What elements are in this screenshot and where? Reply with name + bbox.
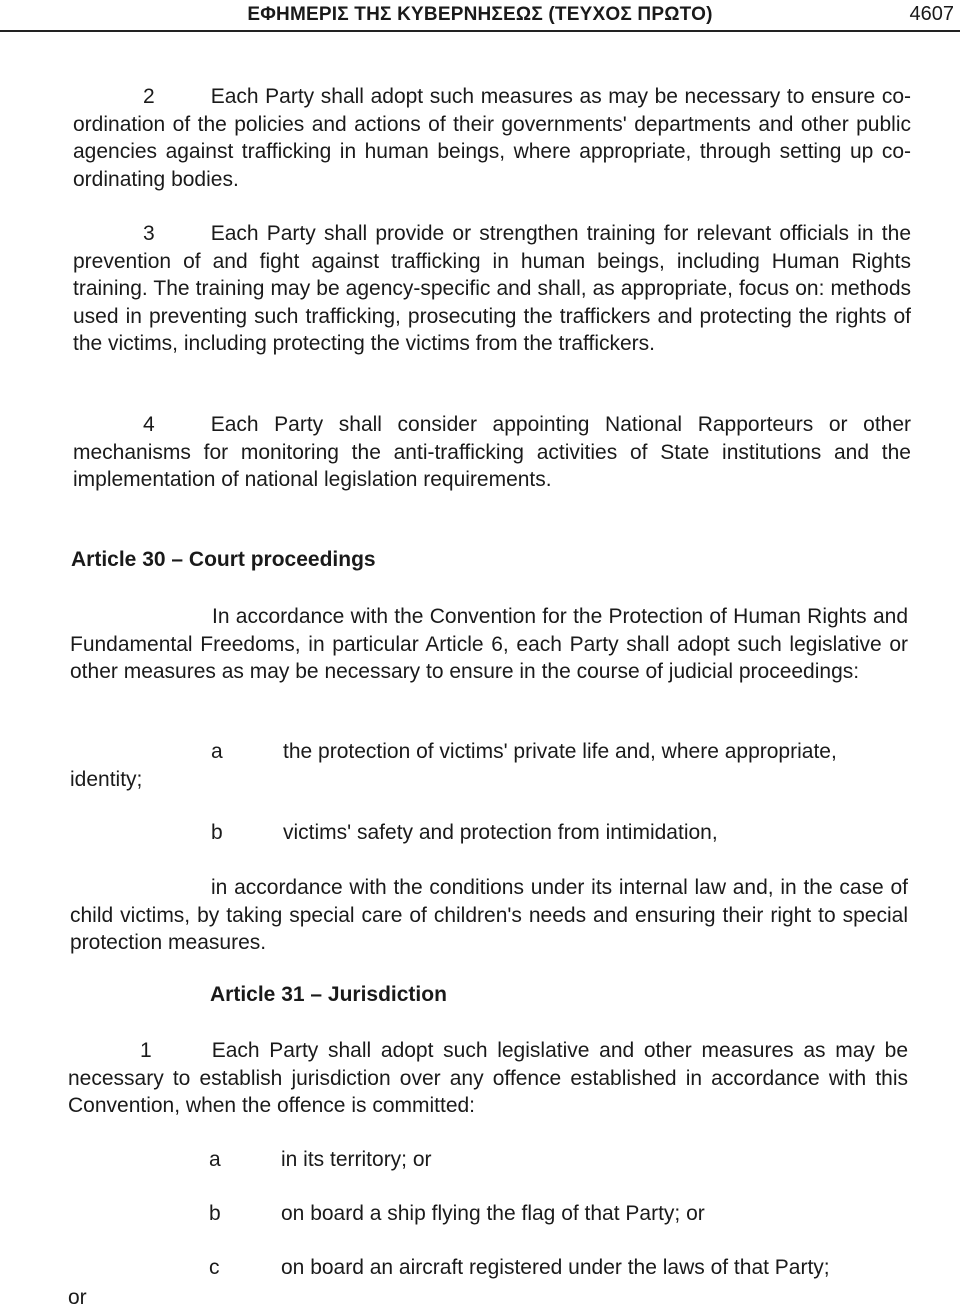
- paragraph-text: Each Party shall provide or strengthen training for relevant officials in the prevention of and fight against trafficking in human beings, including Human Rights training. The training may be agency-specific and shall, as appropriate, focus on: methods used in preventing such trafficking, prosecuting the traffickers and protecting the rights of the victims, including protecting the victims from the traffickers.: [73, 222, 911, 356]
- item-c-label: c: [209, 1256, 220, 1279]
- page-number: 4607: [909, 3, 954, 25]
- paragraph-2: [73, 83, 911, 193]
- article-31-paragraph-1: [68, 1037, 908, 1120]
- paragraph-number: 3: [143, 222, 155, 245]
- item-a-text: the protection of victims' private life and, where appropriate,: [283, 740, 837, 763]
- item-b-label: b: [211, 821, 223, 844]
- gazette-title: ΕΦΗΜΕΡΙΣ ΤΗΣ ΚΥΒΕΡΝΗΣΕΩΣ (ΤΕΥΧΟΣ ΠΡΩΤΟ): [247, 4, 713, 25]
- item-b-text: victims' safety and protection from intimidation,: [283, 821, 718, 844]
- article-31-heading: Article 31 – Jurisdiction: [210, 983, 447, 1006]
- item-b-label: b: [209, 1202, 221, 1225]
- paragraph-number: 2: [143, 85, 155, 108]
- paragraph-number: 1: [140, 1039, 152, 1062]
- item-a-label: a: [209, 1148, 221, 1171]
- paragraph-text: Each Party shall adopt such legislative and other measures as may be necessary to establish jurisdiction over any offence established in accordance with this Convention, when the offence is committed:: [68, 1039, 908, 1118]
- item-b-text: on board a ship flying the flag of that Party; or: [281, 1202, 705, 1225]
- paragraph-4: [73, 411, 911, 494]
- paragraph-text: Each Party shall adopt such measures as may be necessary to ensure co-ordination of the policies and actions of their governments' departments and other public agencies against trafficking in human beings, where appropriate, through setting up co-ordinating bodies.: [73, 85, 911, 191]
- article-30-intro: [70, 603, 908, 686]
- paragraph-number: 4: [143, 413, 155, 436]
- page-header: [0, 0, 960, 32]
- item-a-text: in its territory; or: [281, 1148, 432, 1171]
- item-a-label: a: [211, 740, 223, 763]
- trailing-or: or: [68, 1286, 87, 1309]
- item-c-text: on board an aircraft registered under the laws of that Party;: [281, 1256, 830, 1279]
- paragraph-3: [73, 220, 911, 358]
- paragraph-text: Each Party shall consider appointing National Rapporteurs or other mechanisms for monitoring the anti-trafficking activities of State institutions and the implementation of national legislation requirements.: [73, 413, 911, 492]
- article-30-heading: Article 30 – Court proceedings: [71, 548, 376, 571]
- article-30-closing: [70, 874, 908, 957]
- paragraph-text: In accordance with the Convention for the Protection of Human Rights and Fundamental Freedoms, in particular Article 6, each Party shall adopt such legislative or other measures as may be necessary to ensure in the course of judicial proceedings:: [70, 605, 908, 684]
- item-a-continuation: identity;: [70, 768, 143, 791]
- paragraph-text: in accordance with the conditions under its internal law and, in the case of child victims, by taking special care of children's needs and ensuring their right to special protection measures.: [70, 876, 908, 955]
